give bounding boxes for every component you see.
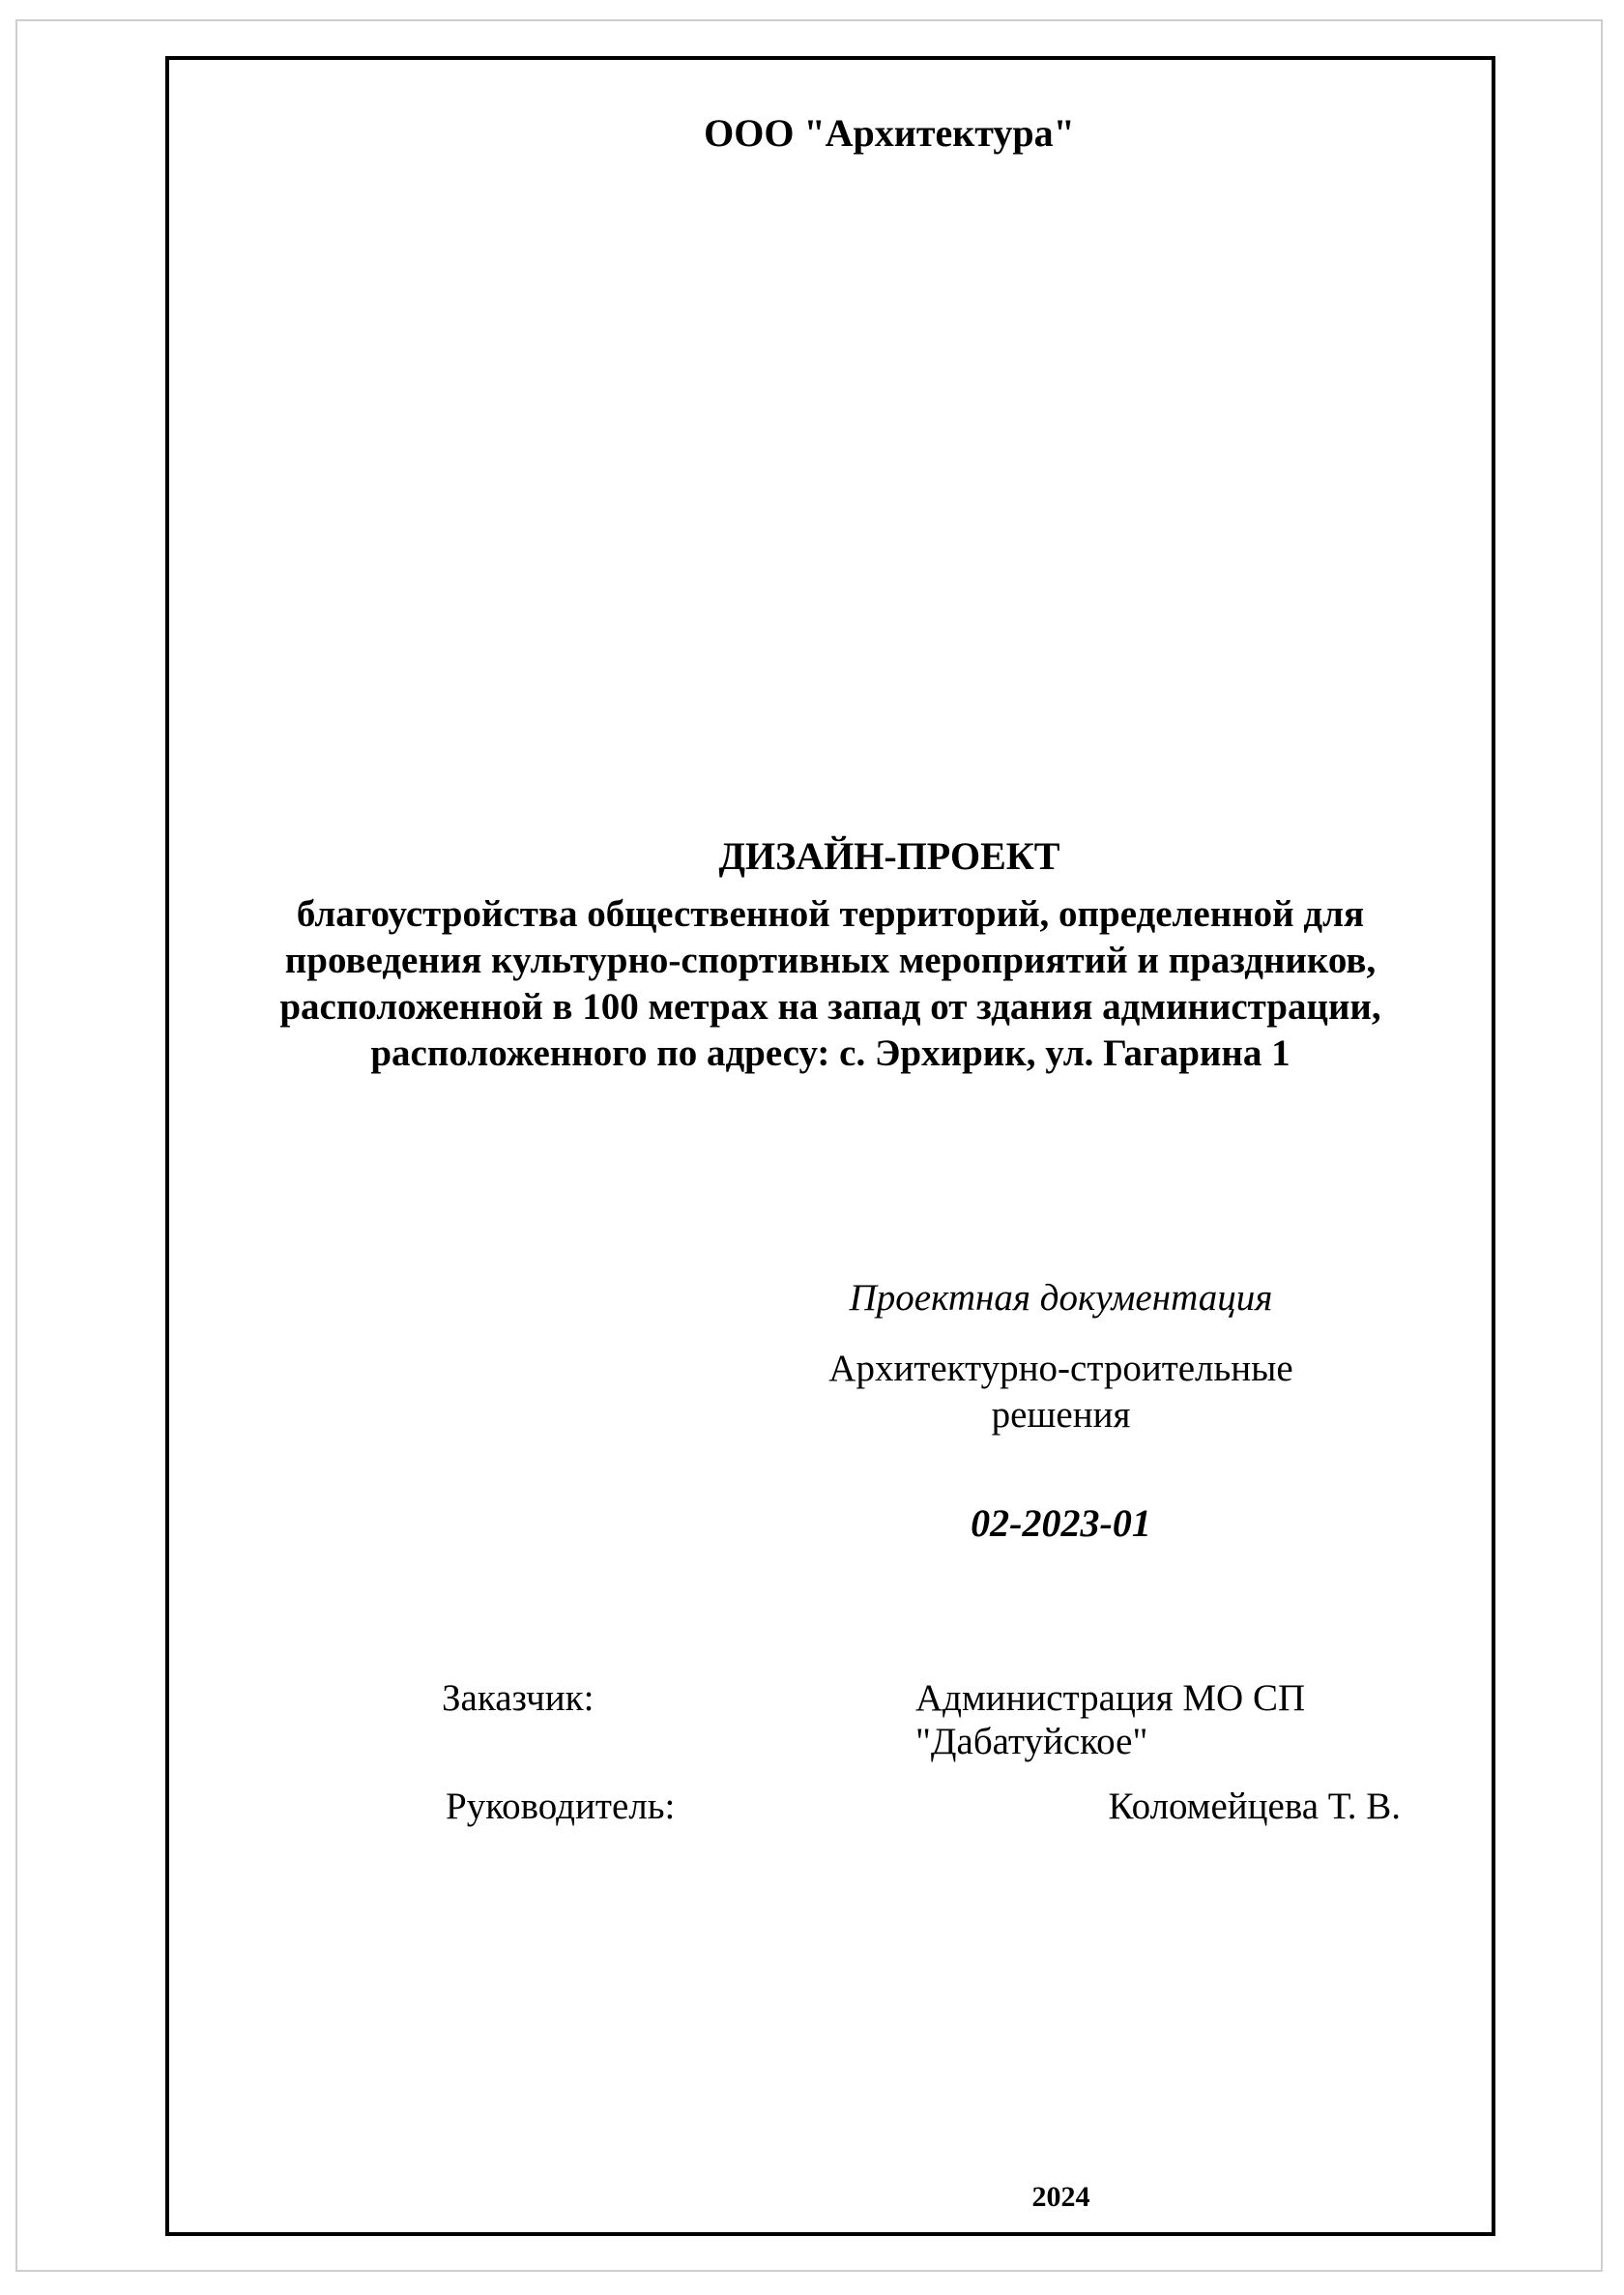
document-title: ДИЗАЙН-ПРОЕКТ [718, 834, 1060, 878]
customer-label: Заказчик: [442, 1677, 594, 1719]
section-line: решения [991, 1394, 1131, 1436]
document-year: 2024 [1031, 2181, 1090, 2213]
subtitle-line: расположенного по адресу: с. Эрхирик, ул. Гагарина 1 [370, 1032, 1290, 1074]
project-code: 02-2023-01 [971, 1501, 1151, 1545]
section-line: Архитектурно-строительные [828, 1348, 1293, 1389]
subtitle-line: проведения культурно-спортивных мероприятий и праздников, [284, 940, 1377, 981]
head-value: Коломейцева Т. В. [1108, 1786, 1401, 1827]
documentation-type: Проектная документация [849, 1277, 1273, 1319]
organization-name: ООО "Архитектура" [704, 111, 1075, 155]
customer-value: Администрация МО СП "Дабатуйское" [915, 1677, 1306, 1762]
title-frame [165, 56, 1495, 2236]
document-subtitle [169, 891, 1492, 1077]
subtitle-line: расположенной в 100 метрах на запад от здания администрации, [279, 986, 1381, 1028]
subtitle-line: благоустройства общественной территорий, определенной для [296, 893, 1365, 935]
section-name [169, 1346, 1624, 1438]
head-label: Руководитель: [446, 1786, 676, 1827]
